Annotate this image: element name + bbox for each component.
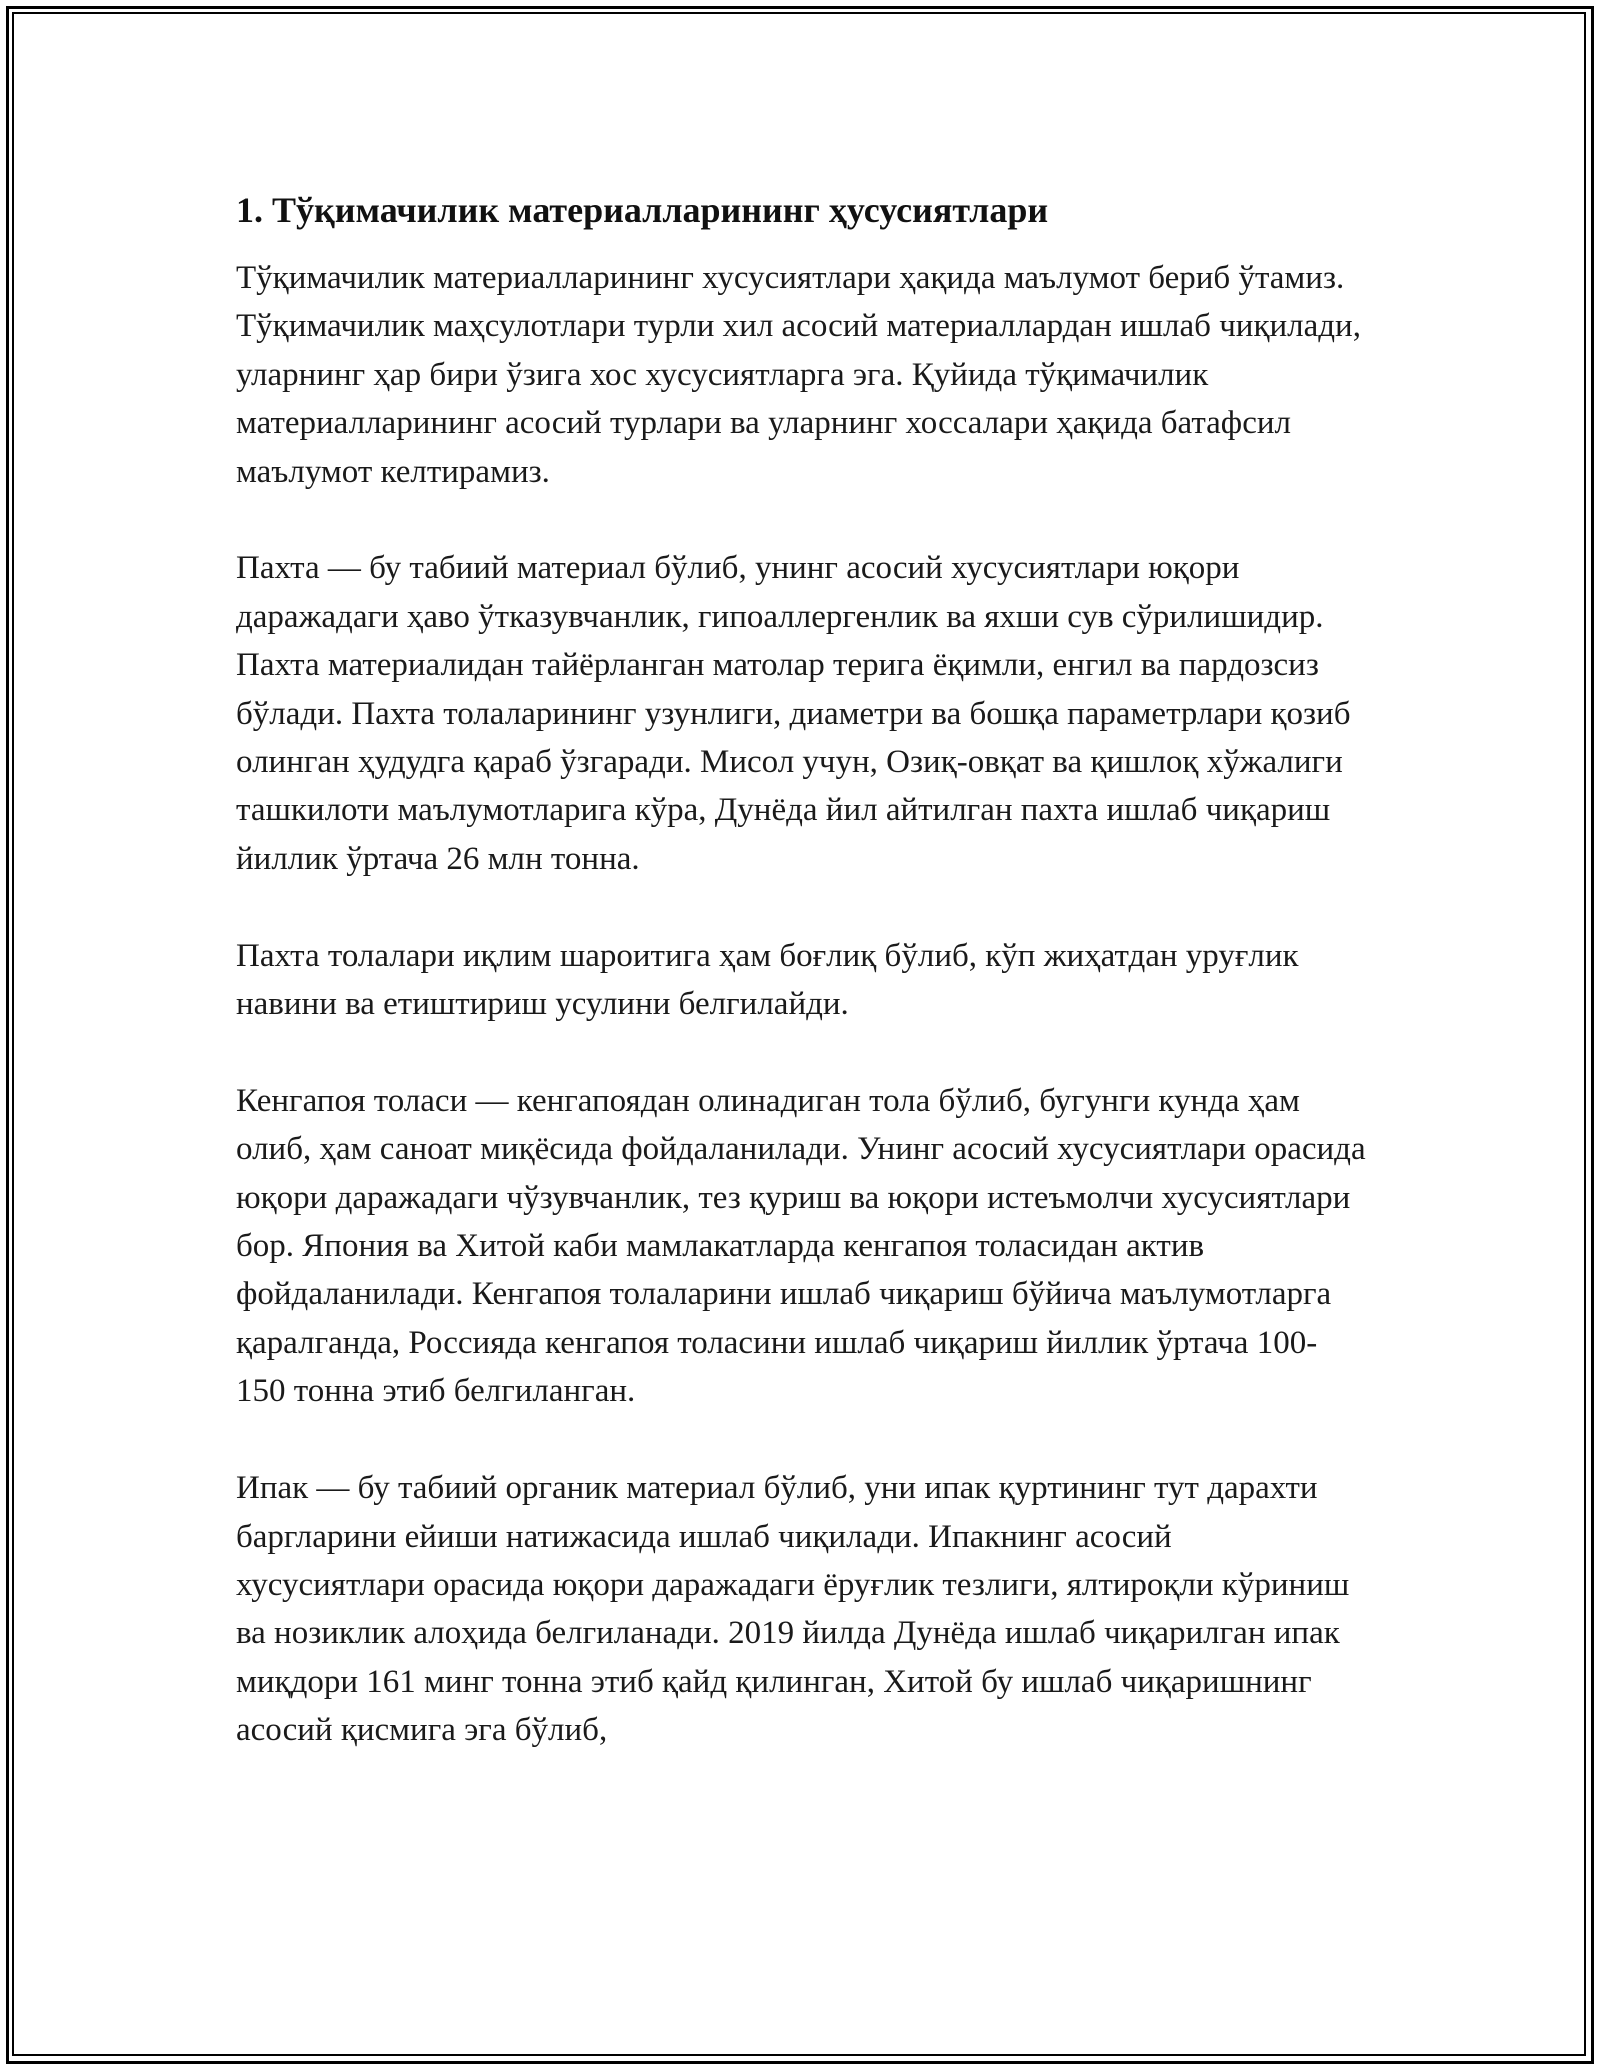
- paragraph-hemp: Кенгапоя толаси — кенгапоядан олинадиган тола бўлиб, бугунги кунда ҳам олиб, ҳам саноат миқёсида фойдаланилади. Унинг асосий хусусиятлари орасида юқори даражадаги чўзувчанлик, тез қуриш ва юқори истеъмолчи хусусиятлари бор. Япония ва Хитой каби мамлакатларда кенгапоя толасидан актив фойдаланилади. Кенгапоя толаларини ишлаб чиқариш бўйича маълумотларга қаралганда, Россияда кенгапоя толасини ишлаб чиқариш йиллик ўртача 100-150 тонна этиб белгиланган.: [236, 1082, 1366, 1410]
- paragraph-cotton: Пахта — бу табиий материал бўлиб, унинг асосий хусусиятлари юқори даражадаги ҳаво ўтказувчанлик, гипоаллергенлик ва яхши сув сўрилишидир. Пахта материалидан тайёрланган матолар терига ёқимли, енгил ва пардозсиз бўлади. Пахта толаларининг узунлиги, диаметри ва бошқа параметрлари қозиб олинган ҳудудга қараб ўзгаради. Мисол учун, Озиқ-овқат ва қишлоқ хўжалиги ташкилоти маълумотларига кўра, Дунёда йил айтилган пахта ишлаб чиқариш йиллик ўртача 26 млн тонна.: [236, 550, 1351, 877]
- paragraph-cotton-climate: Пахта толалари иқлим шароитига ҳам боғлиқ бўлиб, кўп жиҳатдан уруғлик навини ва етиштириш усулини белгилайди.: [236, 937, 1299, 1023]
- section-heading: 1. Тўқимачилик материалларининг ҳусусиятлари: [236, 190, 1049, 230]
- paragraph-intro: Тўқимачилик материалларининг хусусиятлари ҳақида маълумот бериб ўтамиз. Тўқимачилик маҳсулотлари турли хил асосий материаллардан ишлаб чиқилади, уларнинг ҳар бири ўзига хос хусусиятларга эга. Қуйида тўқимачилик материалларининг асосий турлари ва уларнинг хоссалари ҳақида батафсил маълумот келтирамиз.: [236, 260, 1361, 490]
- paragraph-silk: Ипак — бу табиий органик материал бўлиб, уни ипак қуртининг тут дарахти баргларини ейиши натижасида ишлаб чиқилади. Ипакнинг асосий хусусиятлари орасида юқори даражадаги ёруғлик тезлиги, ялтироқли кўриниш ва нозиклик алоҳида белгиланади. 2019 йилда Дунёда ишлаб чиқарилган ипак миқдори 161 минг тонна этиб қайд қилинган, Хитой бу ишлаб чиқаришнинг асосий қисмига эга бўлиб,: [236, 1470, 1350, 1749]
- document-body: [236, 186, 1366, 1803]
